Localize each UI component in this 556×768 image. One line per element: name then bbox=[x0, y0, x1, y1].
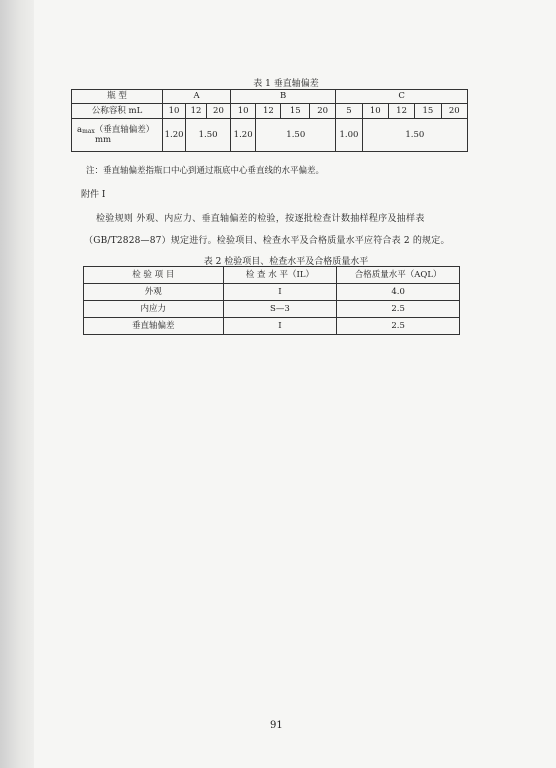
table-row bbox=[84, 284, 460, 301]
inspection-rules-line-1: 检验规则 外观、内应力、垂直轴偏差的检验，按逐批检查计数抽样程序及抽样表 bbox=[96, 214, 425, 224]
table2-header-cell: 检 查 水 平（IL） bbox=[223, 267, 337, 284]
table2-cell: 2.5 bbox=[337, 301, 460, 318]
table1-cell: 公称容积 mL bbox=[72, 104, 163, 119]
table1-cell: 10 bbox=[163, 104, 186, 119]
table2-cell: 4.0 bbox=[337, 284, 460, 301]
table1-row-bottle bbox=[72, 90, 468, 104]
table1-title: 表 1 垂直轴偏差 bbox=[253, 79, 319, 89]
table2-header-cell: 检 验 项 目 bbox=[84, 267, 224, 284]
table1-cell: 15 bbox=[281, 104, 310, 119]
book-binding-shadow bbox=[0, 0, 34, 768]
table2-header-cell: 合格质量水平（AQL） bbox=[337, 267, 460, 284]
table1-cell: 1.50 bbox=[256, 119, 336, 152]
table2-cell: 2.5 bbox=[337, 318, 460, 335]
table1-cell: 1.20 bbox=[163, 119, 186, 152]
table1-cell: 12 bbox=[388, 104, 414, 119]
table1-cell: 5 bbox=[336, 104, 362, 119]
table2-cell: 内应力 bbox=[84, 301, 224, 318]
table1-cell: 10 bbox=[231, 104, 256, 119]
table1-row-volume bbox=[72, 104, 468, 119]
table2-cell: 垂直轴偏差 bbox=[84, 318, 224, 335]
table1-cell: 1.50 bbox=[362, 119, 467, 152]
table2-cell: I bbox=[223, 284, 337, 301]
table2-header-row bbox=[84, 267, 460, 284]
table-row bbox=[84, 301, 460, 318]
table1 bbox=[71, 89, 468, 152]
table1-cell: 1.20 bbox=[231, 119, 256, 152]
table1-cell: 12 bbox=[186, 104, 207, 119]
table1-cell: A bbox=[163, 90, 231, 104]
inspection-rules-line-2: （GB/T2828—87）规定进行。检验项目、检查水平及合格质量水平应符合表 2 的规定。 bbox=[84, 236, 450, 246]
table1-cell: B bbox=[231, 90, 336, 104]
table1-cell: amax（垂直轴偏差） mm bbox=[72, 119, 163, 152]
table2-title: 表 2 检验项目、检查水平及合格质量水平 bbox=[203, 257, 369, 267]
table2 bbox=[83, 266, 460, 335]
table2-cell: S—3 bbox=[223, 301, 337, 318]
page-number: 91 bbox=[270, 720, 283, 731]
table1-cell: 20 bbox=[309, 104, 335, 119]
table2-cell: 外观 bbox=[84, 284, 224, 301]
table1-row-deviation bbox=[72, 119, 468, 152]
table1-cell: C bbox=[336, 90, 468, 104]
table1-cell: 12 bbox=[256, 104, 281, 119]
table1-cell: 20 bbox=[441, 104, 467, 119]
table1-cell: 20 bbox=[206, 104, 230, 119]
table1-note: 注：垂直轴偏差指瓶口中心到通过瓶底中心垂直线的水平偏差。 bbox=[86, 166, 325, 176]
annex-heading: 附件 I bbox=[81, 190, 106, 200]
table1-cell: 10 bbox=[362, 104, 388, 119]
table1-cell: 1.50 bbox=[186, 119, 231, 152]
table1-cell: 15 bbox=[415, 104, 441, 119]
table2-cell: I bbox=[223, 318, 337, 335]
table-row bbox=[84, 318, 460, 335]
table1-cell: 1.00 bbox=[336, 119, 362, 152]
table1-cell: 瓶 型 bbox=[72, 90, 163, 104]
